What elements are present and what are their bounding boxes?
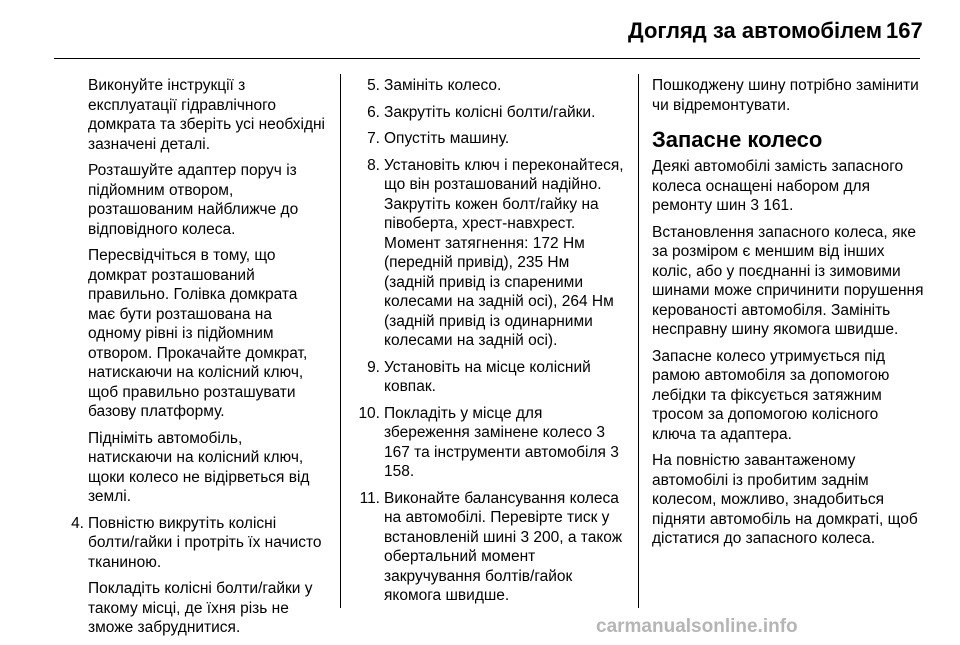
list-item	[354, 358, 624, 397]
list-item	[354, 103, 624, 123]
list-item	[58, 514, 326, 573]
watermark: carmanualsonline.info	[596, 616, 798, 637]
list-item	[354, 489, 624, 606]
paragraph: На повністю завантаженому автомобілі із пробитим заднім колесом, можливо, знадобиться підняти автомобіль на домкраті, щоб дістатися до запасного колеса.	[652, 452, 918, 547]
column-divider-2	[638, 74, 639, 608]
list-text: Замініть колесо.	[384, 77, 502, 94]
list-number: 7.	[367, 130, 380, 147]
page-header-title: Догляд за автомобілем	[628, 18, 883, 43]
paragraph: Покладіть колісні болти/гайки у такому місці, де їхня різь не зможе забруднитися.	[88, 580, 313, 636]
list-text: Закрутіть колісні болти/гайки.	[384, 103, 596, 121]
list-text: Опустіть машину.	[384, 130, 510, 147]
list-item	[354, 76, 624, 96]
list-number: 8.	[367, 156, 380, 174]
list-number: 6.	[367, 103, 380, 121]
list-number: 10.	[358, 404, 380, 422]
paragraph: Пересвідчіться в тому, що домкрат розташований правильно. Голівка домкрата має бути розташована на одному рівні із підйомним отвором. Прокачайте домкрат, натискаючи на колісний ключ, щоб правильно розташувати базову платформу.	[88, 247, 308, 420]
column-2	[354, 76, 624, 613]
list-text: Покладіть у місце для збереження замінене колесо 3 167 та інструменти автомобіля 3 158.	[384, 404, 619, 480]
list-item	[354, 156, 624, 351]
header-rule	[54, 58, 920, 59]
list-text: Установіть на місце колісний ковпак.	[384, 358, 591, 395]
paragraph: Встановлення запасного колеса, яке за розміром є меншим від інших коліс, або у поєднанні із зимовими шинами може спричинити порушення керованості автомобіля. Замініть несправну шину якомога швидше.	[652, 223, 924, 338]
column-divider-1	[340, 74, 341, 608]
list-number: 4.	[71, 514, 84, 532]
list-number: 5.	[367, 77, 380, 94]
paragraph: Розташуйте адаптер поруч із підйомним отвором, розташованим найближче до відповідного колеса.	[88, 162, 299, 238]
list-text: Повністю викрутіть колісні болти/гайки і протріть їх начисто тканиною.	[88, 514, 322, 571]
column-1	[58, 76, 326, 645]
page-number: 167	[886, 18, 923, 43]
list-text: Виконайте балансування колеса на автомобілі. Перевірте тиск у встановленій шині 3 200, а також обертальний момент закручування болтів/гайок якомога швидше.	[384, 489, 623, 604]
list-number: 9.	[367, 358, 380, 376]
section-heading: Запасне колесо	[652, 127, 823, 152]
paragraph: Виконуйте інструкції з експлуатації гідравлічного домкрата та зберіть усі необхідні зазначені деталі.	[88, 77, 325, 153]
paragraph: Запасне колесо утримується під рамою автомобіля за допомогою лебідки та фіксується затяжним тросом за допомогою колісного ключа та адаптера.	[652, 347, 890, 443]
paragraph: Пошкоджену шину потрібно замінити чи відремонтувати.	[652, 77, 919, 114]
list-number: 11.	[359, 489, 380, 507]
paragraph: Підніміть автомобіль, натискаючи на колісний ключ, щоки колесо не відірветься від землі.	[88, 429, 310, 505]
list-item	[354, 404, 624, 482]
list-item	[354, 129, 624, 149]
list-text: Установіть ключ і переконайтеся, що він розташований надійно. Закрутіть кожен болт/гайку на півоберта, хрест-навхрест. Момент затягнення: 172 Нм (передній привід), 235 Нм (задній привід із спареними колесами на задній осі), 264 Нм (задній привід із одинарними колесами на задній осі).	[384, 156, 624, 349]
column-3	[652, 76, 924, 556]
paragraph: Деякі автомобілі замість запасного колеса оснащені набором для ремонту шин 3 161.	[652, 158, 904, 214]
